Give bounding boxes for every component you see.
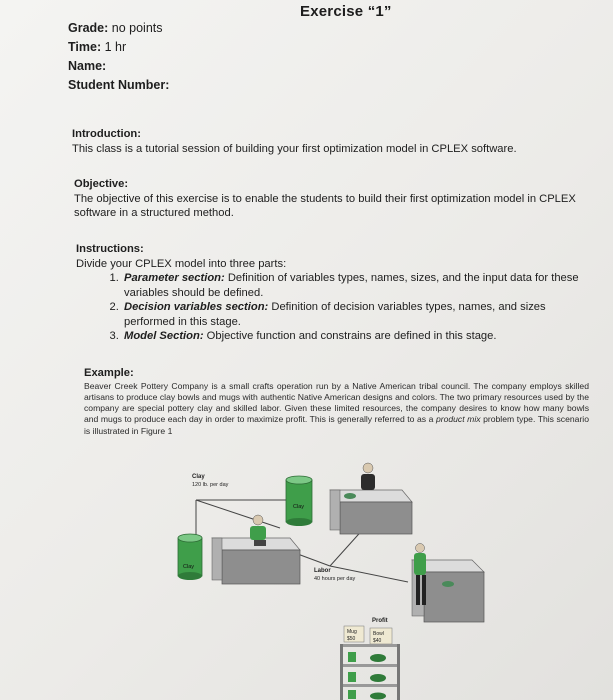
example-text <box>84 381 589 437</box>
labor-label: Labor <box>314 568 331 574</box>
list-item <box>122 329 591 344</box>
instructions-list <box>76 271 591 344</box>
introduction-section <box>72 127 592 156</box>
grade-line <box>68 19 169 38</box>
list-item <box>122 271 591 300</box>
objective-heading: Objective: <box>74 178 129 190</box>
bowl-price-tag <box>370 628 392 644</box>
objective-section <box>74 177 584 221</box>
clay-label: Clay <box>192 474 205 480</box>
worktable-right <box>330 490 412 534</box>
list-item-key: Model Section: <box>124 330 204 342</box>
clay-bin-label: Clay <box>183 564 195 570</box>
labor-amount-label: 40 hours per day <box>314 576 356 582</box>
example-text-end: problem type. This scenario is illustrated in Figure 1 <box>84 414 589 436</box>
clay-flow-line <box>196 500 280 528</box>
mug-label: Mug <box>347 629 357 635</box>
time-line <box>68 38 169 57</box>
example-section <box>84 366 589 437</box>
introduction-heading: Introduction: <box>72 128 141 140</box>
name-label: Name: <box>68 59 107 73</box>
product-shelf <box>340 644 400 700</box>
example-text-italic: product mix <box>435 414 481 425</box>
time-label: Time: <box>68 40 102 54</box>
instructions-section <box>76 242 591 344</box>
page-title: Exercise “1” <box>300 3 392 20</box>
objective-text: The objective of this exercise is to enable the students to build their first optimization model in CPLEX software in a structured method. <box>74 192 576 219</box>
instructions-intro: Divide your CPLEX model into three parts: <box>76 257 287 270</box>
profit-label: Profit <box>372 618 388 624</box>
clay-bin-label: Clay <box>293 504 305 510</box>
list-item-text: Definition of decision variables types, names, and sizes performed in this stage. <box>124 301 546 328</box>
clay-amount-label: 120 lb. per day <box>192 482 229 488</box>
example-heading: Example: <box>84 367 134 379</box>
list-item-text: Definition of variables types, names, sizes, and the input data for these variables should be defined. <box>124 272 579 299</box>
time-value: 1 hr <box>104 40 127 54</box>
bowl-label: Bowl <box>373 631 384 637</box>
clay-bin-top <box>286 476 312 526</box>
instructions-heading: Instructions: <box>76 243 144 255</box>
grade-label: Grade: <box>68 21 109 35</box>
list-item-key: Parameter section: <box>124 272 225 284</box>
bowl-value: $40 <box>373 638 382 644</box>
grade-value: no points <box>111 21 163 35</box>
mug-price-tag <box>344 626 364 642</box>
clay-bin-bottom <box>178 534 202 580</box>
example-text-main: Beaver Creek Pottery Company is a small crafts operation run by a Native American tribal council. The company employs skilled artisans to produce clay bowls and mugs with authentic Native American designs and colors. The two primary resources used by the company are special pottery clay and skilled labor. Given these limited resources, the company desires to know how many bowls and mugs to produce each day in order to maximize profit. This is generally referred to as a <box>84 380 589 425</box>
student-header <box>68 19 169 95</box>
student-number-label: Student Number: <box>68 78 170 92</box>
list-item <box>122 300 591 329</box>
list-item-key: Decision variables section: <box>124 301 269 313</box>
introduction-text: This class is a tutorial session of building your first optimization model in CPLEX software. <box>72 142 517 155</box>
list-item-text: Objective function and constrains are defined in this stage. <box>203 330 497 342</box>
pottery-figure <box>150 456 510 700</box>
mug-value: $50 <box>347 636 356 642</box>
